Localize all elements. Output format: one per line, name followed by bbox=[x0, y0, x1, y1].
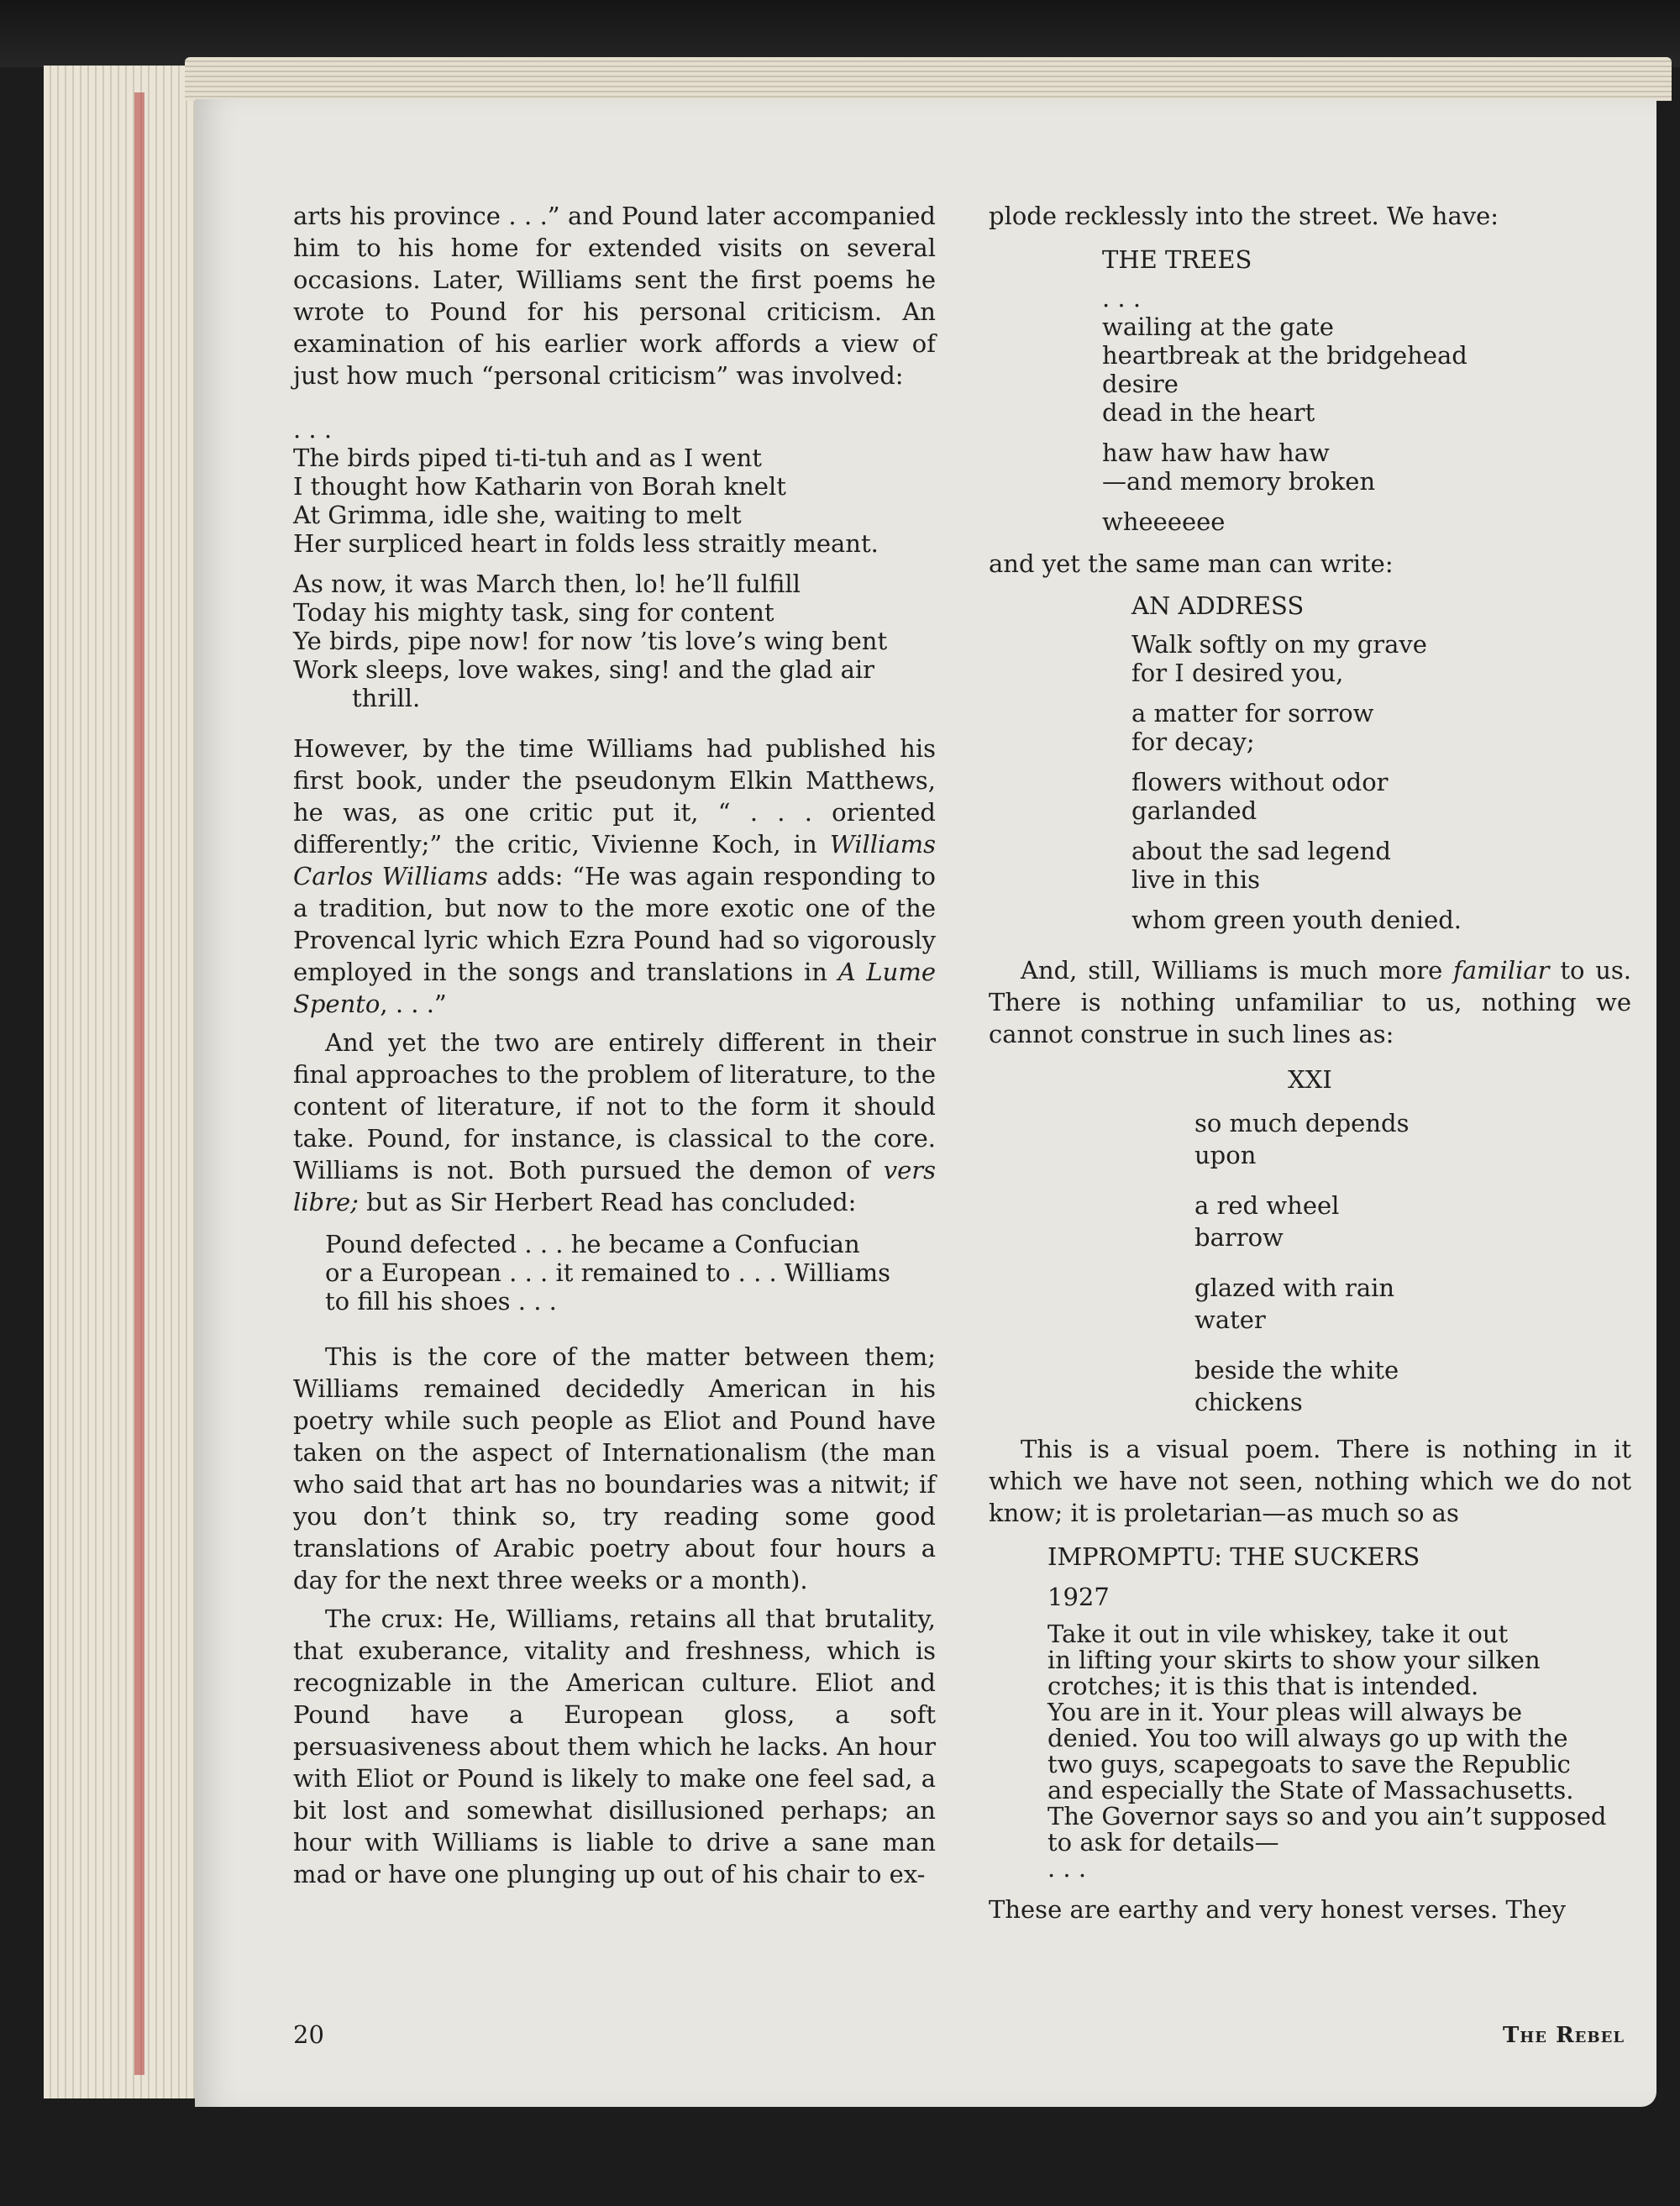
poem-line: whom green youth denied. bbox=[1131, 906, 1462, 934]
poem-line: for decay; bbox=[1131, 727, 1255, 756]
poem-stanza bbox=[1194, 1190, 1631, 1253]
poem-line: . . . bbox=[293, 415, 333, 444]
book-title: A Lume Spento bbox=[293, 958, 936, 1018]
poem-line: glazed with rain bbox=[1194, 1274, 1395, 1302]
block-quote bbox=[293, 1230, 936, 1316]
paragraph: These are earthy and very honest verses. They bbox=[989, 1895, 1567, 1924]
poem-line: —and memory broken bbox=[1102, 467, 1376, 496]
poem-line: Work sleeps, love wakes, sing! and the glad air bbox=[293, 655, 875, 684]
emphasized-term: familiar bbox=[1453, 956, 1550, 985]
paragraph: and yet the same man can write: bbox=[989, 549, 1394, 578]
text-run: but as Sir Herbert Read has concluded: bbox=[358, 1188, 857, 1216]
paragraph bbox=[293, 1027, 936, 1218]
page-edge-stain bbox=[134, 92, 144, 2075]
poem-body bbox=[989, 1107, 1631, 1418]
poem-line: . . . bbox=[1102, 284, 1142, 313]
poem-line: haw haw haw haw bbox=[1102, 439, 1330, 467]
poem-line: . . . bbox=[1047, 1854, 1087, 1883]
quoted-poem bbox=[293, 415, 936, 712]
poem-stanza bbox=[293, 570, 936, 712]
poem-line: live in this bbox=[1131, 865, 1260, 894]
poem-stanza bbox=[293, 415, 936, 558]
poem-stanza bbox=[1131, 906, 1631, 934]
quote-line: Pound defected . . . he became a Confucian bbox=[325, 1230, 860, 1258]
book-page bbox=[195, 99, 1656, 2107]
poem-an-address bbox=[989, 590, 1631, 934]
poem-line: Walk softly on my grave bbox=[1131, 630, 1427, 659]
emphasized-term: vers libre; bbox=[293, 1156, 936, 1216]
poem-line: two guys, scapegoats to save the Republic bbox=[1047, 1750, 1571, 1778]
left-column bbox=[293, 200, 936, 1897]
poem-line: about the sad legend bbox=[1131, 837, 1391, 865]
text-run: , . . .” bbox=[380, 990, 447, 1018]
poem-stanza bbox=[1102, 284, 1631, 427]
poem-line: and especially the State of Massachusetts. bbox=[1047, 1776, 1574, 1804]
poem-stanza bbox=[1131, 630, 1631, 687]
page-number: 20 bbox=[293, 2020, 324, 2049]
poem-line: I thought how Katharin von Borah knelt bbox=[293, 472, 786, 501]
poem-line: water bbox=[1194, 1305, 1266, 1334]
poem-stanza bbox=[1047, 1621, 1631, 1882]
poem-line: Today his mighty task, sing for content bbox=[293, 598, 774, 627]
poem-impromptu bbox=[989, 1541, 1631, 1882]
poem-line: beside the white bbox=[1194, 1356, 1399, 1384]
poem-stanza bbox=[1102, 439, 1631, 496]
poem-line: Her surpliced heart in folds less straitly meant. bbox=[293, 529, 879, 558]
poem-line: wheeeeee bbox=[1102, 507, 1226, 536]
poem-line: dead in the heart bbox=[1102, 398, 1315, 427]
paragraph bbox=[989, 954, 1631, 1050]
quote-line: to fill his shoes . . . bbox=[325, 1287, 557, 1316]
poem-line: for I desired you, bbox=[1131, 659, 1344, 687]
poem-line: barrow bbox=[1194, 1223, 1284, 1252]
page-stack-edge bbox=[44, 66, 203, 2098]
poem-line: desire bbox=[1102, 370, 1179, 398]
poem-line: thrill. bbox=[352, 684, 421, 712]
poem-line: Ye birds, pipe now! for now ’tis love’s wing bent bbox=[293, 627, 888, 655]
poem-line: You are in it. Your pleas will always be bbox=[1047, 1698, 1523, 1726]
poem-line: At Grimma, idle she, waiting to melt bbox=[293, 501, 742, 529]
paragraph: This is a visual poem. There is nothing in it which we have not seen, nothing which we do not know; it is proletarian—as much so as bbox=[989, 1435, 1631, 1527]
poem-title: XXI bbox=[1288, 1065, 1332, 1094]
poem-line: a matter for sorrow bbox=[1131, 699, 1374, 727]
poem-line: a red wheel bbox=[1194, 1191, 1340, 1220]
poem-line: in lifting your skirts to show your silken bbox=[1047, 1646, 1541, 1674]
text-run: And yet the two are entirely different in their final approaches to the problem of literature, to the content of literature, if not to the form it should take. Pound, for instance, is classical to the core. Williams is not. Both pursued the demon of bbox=[293, 1028, 936, 1184]
poem-line: The birds piped ti-ti-tuh and as I went bbox=[293, 444, 762, 472]
poem-stanza bbox=[1194, 1354, 1631, 1418]
paragraph: arts his province . . .” and Pound later accompanied him to his home for extended visits on several occasions. Later, Williams sent the first poems he wrote to Pound for his personal criticism. An examination of his earlier work affords a view of just how much “personal criticism” was involved: bbox=[293, 202, 936, 390]
poem-line: The Governor says so and you ain’t supposed bbox=[1047, 1802, 1607, 1830]
right-column bbox=[989, 200, 1631, 1932]
paragraph: plode recklessly into the street. We have: bbox=[989, 202, 1499, 230]
quote-line: or a European . . . it remained to . . . Williams bbox=[325, 1258, 891, 1287]
page-block-top bbox=[185, 57, 1672, 101]
paragraph: The crux: He, Williams, retains all that brutality, that exuberance, vitality and freshness, which is recognizable in the American culture. Eliot and Pound have a European gloss, a soft persuasiveness about them which he lacks. An hour with Eliot or Pound is likely to make one feel sad, a bit lost and somewhat disillusioned perhaps; an hour with Williams is liable to drive a sane man mad or have one plunging up out of his chair to ex- bbox=[293, 1605, 936, 1888]
poem-line: upon bbox=[1194, 1141, 1257, 1169]
poem-title: IMPROMPTU: THE SUCKERS bbox=[1047, 1542, 1420, 1571]
poem-line: wailing at the gate bbox=[1102, 313, 1334, 341]
poem-stanza bbox=[1131, 768, 1631, 825]
text-run: And, still, Williams is much more bbox=[1021, 956, 1454, 985]
book-title: Williams Carlos Williams bbox=[293, 830, 936, 890]
running-footer: The Rebel bbox=[1502, 2023, 1625, 2048]
poem-stanza bbox=[1131, 699, 1631, 756]
poem-stanza bbox=[1194, 1107, 1631, 1171]
poem-line: flowers without odor bbox=[1131, 768, 1389, 796]
poem-the-trees bbox=[989, 244, 1631, 536]
poem-xxi bbox=[989, 1064, 1631, 1418]
poem-line: As now, it was March then, lo! he’ll fulfill bbox=[293, 570, 801, 598]
poem-line: crotches; it is this that is intended. bbox=[1047, 1672, 1479, 1700]
poem-line: denied. You too will always go up with the bbox=[1047, 1724, 1568, 1752]
poem-title: THE TREES bbox=[1102, 245, 1252, 274]
poem-line: chickens bbox=[1194, 1388, 1303, 1416]
poem-stanza bbox=[1131, 837, 1631, 894]
poem-line: so much depends bbox=[1194, 1109, 1410, 1137]
poem-line: heartbreak at the bridgehead bbox=[1102, 341, 1467, 370]
poem-stanza bbox=[1102, 507, 1631, 536]
poem-title: AN ADDRESS bbox=[1131, 591, 1305, 620]
paragraph bbox=[293, 733, 936, 1020]
text-run: to us. There is nothing unfamiliar to us, nothing we cannot construe in such lines as: bbox=[989, 956, 1631, 1048]
poem-line: garlanded bbox=[1131, 796, 1257, 825]
paragraph: This is the core of the matter between them; Williams remained decidedly American in his poetry while such people as Eliot and Pound have taken on the aspect of Internationalism (the man who said that art has no boundaries was a nitwit; if you don’t think so, try reading some good translations of Arabic poetry about four hours a day for the next three weeks or a month). bbox=[293, 1342, 936, 1594]
poem-line: to ask for details— bbox=[1047, 1828, 1279, 1857]
poem-year: 1927 bbox=[1047, 1583, 1110, 1611]
text-run: However, by the time Williams had published his first book, under the pseudonym Elkin Matthews, he was, as one critic put it, “ . . . oriented differently;” the critic, Vivienne Koch, in bbox=[293, 734, 936, 859]
text-run: adds: “He was again responding to a tradition, but now to the more exotic one of the Provencal lyric which Ezra Pound had so vigorously employed in the songs and translations in bbox=[293, 862, 936, 986]
poem-stanza bbox=[1194, 1272, 1631, 1336]
poem-line: Take it out in vile whiskey, take it out bbox=[1047, 1620, 1509, 1648]
